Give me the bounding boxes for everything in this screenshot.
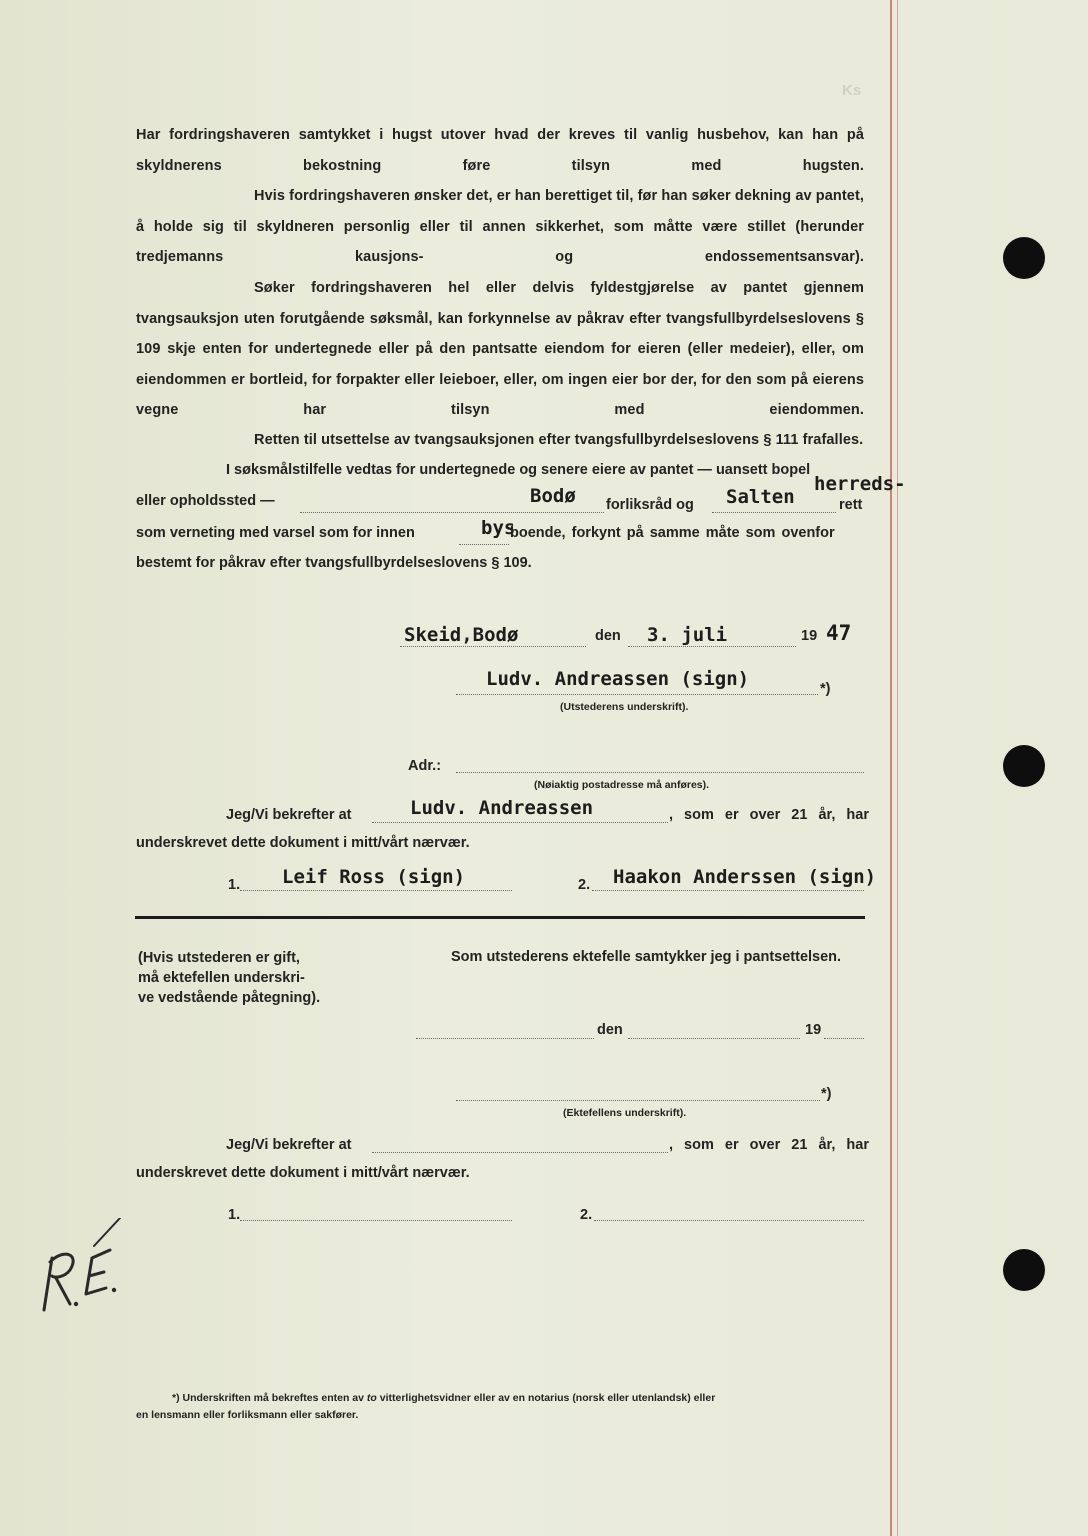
spouse-witness-1-field xyxy=(240,1220,512,1221)
footnote-emphasis: to xyxy=(366,1392,377,1404)
witness-1-number: 1. xyxy=(228,877,241,893)
signature-date: 3. juli xyxy=(647,624,728,646)
issuer-signature-field xyxy=(456,694,818,695)
venue-line-3-suffix: boende, forkynt på samme måte som ovenfor xyxy=(510,525,835,541)
confirm-name-field xyxy=(372,822,668,823)
confirm-line-2: underskrevet dette dokument i mitt/vårt nærvær. xyxy=(136,835,470,851)
spouse-note-line-2: må ektefellen underskri- xyxy=(138,970,305,986)
address-field xyxy=(456,772,864,773)
venue-bys-field xyxy=(459,544,509,545)
venue-court-type: herreds- xyxy=(814,473,906,495)
venue-bys: bys xyxy=(481,517,516,539)
venue-line-3-prefix: som verneting med varsel som for innen xyxy=(136,525,415,541)
section-divider xyxy=(135,916,865,919)
witness-2-signature: Haakon Anderssen (sign) xyxy=(613,866,877,888)
venue-line-2-prefix: eller opholdssted — xyxy=(136,493,275,509)
venue-place-1: Bodø xyxy=(530,485,576,507)
spouse-signature-field xyxy=(456,1100,820,1101)
witness-2-field xyxy=(592,890,864,891)
spouse-consent: Som utstederens ektefelle samtykker jeg i pantsettelsen. xyxy=(451,949,842,965)
spouse-witness-1-number: 1. xyxy=(228,1207,241,1223)
spouse-den-label: den xyxy=(597,1022,623,1038)
date-field xyxy=(628,646,796,647)
witness-1-signature: Leif Ross (sign) xyxy=(282,866,466,888)
spouse-year-prefix: 19 xyxy=(805,1022,822,1038)
year-prefix: 19 xyxy=(801,628,818,644)
address-caption: (Nøiaktig postadresse må anføres). xyxy=(534,779,710,791)
spouse-year-field xyxy=(824,1038,864,1039)
margin-rule-inner xyxy=(897,0,898,1536)
confirm-prefix: Jeg/Vi bekrefter at xyxy=(226,807,352,823)
issuer-asterisk: *) xyxy=(820,681,831,697)
spouse-confirm-suffix: , som er over 21 år, har xyxy=(669,1137,869,1153)
paragraph-forced-auction: Søker fordringshaveren hel eller delvis fyldestgjørelse av pantet gjennem tvangsauksjon uten forutgående søksmål, kan forkynnelse av påkrav efter tvangsfullbyrdelseslovens § 109 skje enten for undertegnede eller på den pantsatte eiendom for eieren (eller medeier), eller, om eiendommen er bortleid, for forpakter eller leieboer, eller, om ingen eier bor der, for den som på eierens vegne har tilsyn med eiendommen. xyxy=(136,280,864,418)
paragraph-postponement: Retten til utsettelse av tvangsauksjonen efter tvangsfullbyrdelseslovens § 111 frafalles. xyxy=(254,432,864,448)
confirm-name: Ludv. Andreassen xyxy=(410,797,594,819)
spouse-witness-2-number: 2. xyxy=(580,1207,593,1223)
spouse-confirm-line-2: underskrevet dette dokument i mitt/vårt nærvær. xyxy=(136,1165,470,1181)
den-label: den xyxy=(595,628,621,644)
year-suffix: 47 xyxy=(826,621,852,645)
spouse-confirm-name-field xyxy=(372,1152,668,1153)
footnote-line-2: en lensmann eller forliksmann eller sakfører. xyxy=(136,1409,359,1421)
paragraph-personal-liability: Hvis fordringshaveren ønsker det, er han berettiget til, før han søker dekning av pantet, å holde sig til skyldneren personlig eller til annen sikkerhet, som måtte være stillet (herunder tredjemanns kausjons- og endossementsansvar). xyxy=(136,188,864,265)
venue-forliksrad: forliksråd og xyxy=(606,497,694,513)
spouse-date-field xyxy=(628,1038,800,1039)
spouse-confirm-prefix: Jeg/Vi bekrefter at xyxy=(226,1137,352,1153)
punch-hole-top xyxy=(1003,237,1045,279)
spouse-asterisk: *) xyxy=(821,1086,832,1102)
issuer-signature: Ludv. Andreassen (sign) xyxy=(486,668,750,690)
bleed-through-mark: Ks xyxy=(842,82,862,99)
spouse-place-field xyxy=(416,1038,594,1039)
adr-label: Adr.: xyxy=(408,758,442,774)
venue-place-2: Salten xyxy=(726,486,795,508)
witness-2-number: 2. xyxy=(578,877,591,893)
paragraph-hugst: Har fordringshaveren samtykket i hugst utover hvad der kreves til vanlig husbehov, kan han på skyldnerens bekostning føre tilsyn med hugsten. xyxy=(136,127,864,174)
margin-rule xyxy=(890,0,892,1536)
venue-rett: rett xyxy=(839,497,863,513)
venue-court-field xyxy=(712,512,836,513)
confirm-suffix: , som er over 21 år, har xyxy=(669,807,869,823)
footnote xyxy=(136,1390,866,1424)
venue-place-field xyxy=(300,512,604,513)
spouse-caption: (Ektefellens underskrift). xyxy=(563,1107,687,1119)
signature-place: Skeid,Bodø xyxy=(404,624,519,646)
place-field xyxy=(400,646,586,647)
spouse-witness-2-field xyxy=(594,1220,864,1221)
venue-line-4: bestemt for påkrav efter tvangsfullbyrdelseslovens § 109. xyxy=(136,555,532,571)
punch-hole-middle xyxy=(1003,745,1045,787)
handwritten-initials xyxy=(22,1218,132,1318)
venue-line-1: I søksmålstilfelle vedtas for undertegnede og senere eiere av pantet — uansett bopel xyxy=(226,462,811,478)
spouse-note-line-3: ve vedstående påtegning). xyxy=(138,990,321,1006)
spouse-note-line-1: (Hvis utstederen er gift, xyxy=(138,950,300,966)
punch-hole-bottom xyxy=(1003,1249,1045,1291)
footnote-part-1: *) Underskriften må bekreftes enten av xyxy=(172,1392,364,1404)
issuer-caption: (Utstederens underskrift). xyxy=(560,701,689,713)
footnote-part-2: vitterlighetsvidner eller av en notarius (norsk eller utenlandsk) eller xyxy=(379,1392,716,1404)
witness-1-field xyxy=(240,890,512,891)
